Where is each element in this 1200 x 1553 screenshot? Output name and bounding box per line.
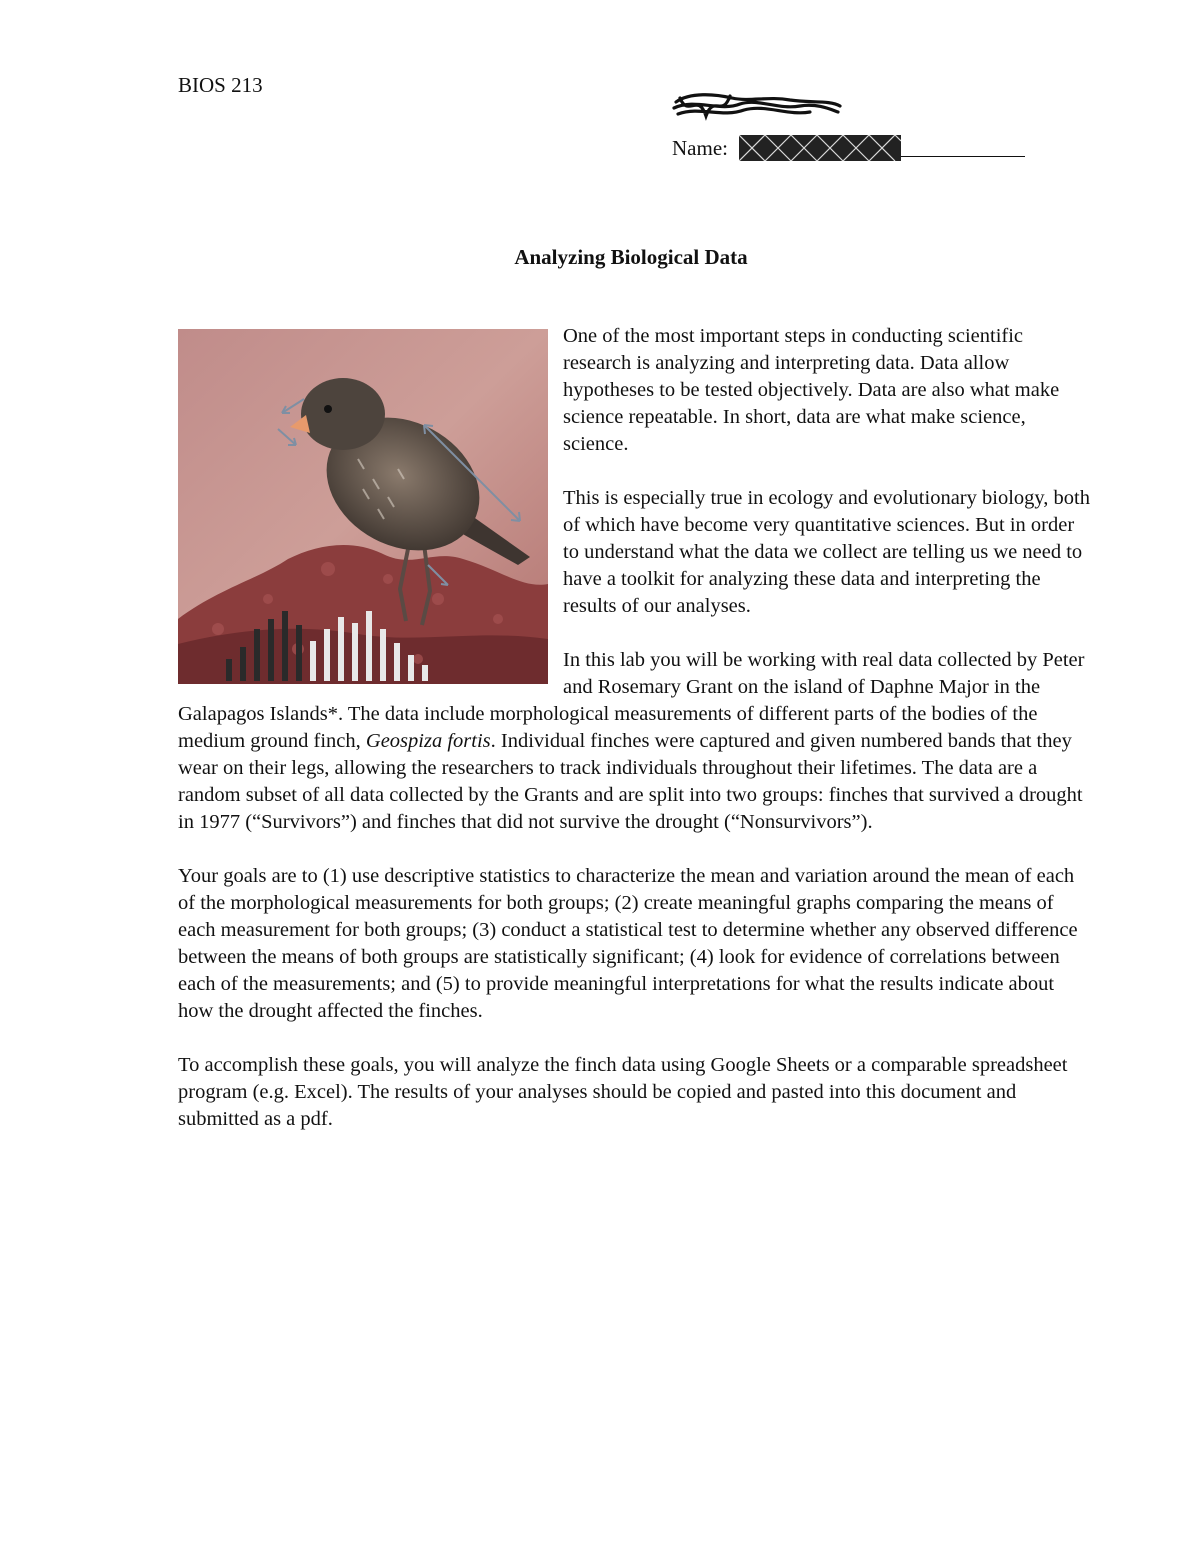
name-label: Name:	[672, 136, 728, 160]
paragraph-4: Your goals are to (1) use descriptive statistics to characterize the mean and variation around the mean of each of the morphological measurements for both groups; (2) create meaningful graphs comparing the means of each measurement for both groups; (3) conduct a statistical test to determine whether any observed difference between the means of both groups are statistically significant; (4) look for evidence of correlations between each of the measurements; and (5) to provide meaningful interpretations for what the results indicate about how the drought affected the finches.	[178, 865, 1078, 1022]
paragraph-5: To accomplish these goals, you will analyze the finch data using Google Sheets or a comparable spreadsheet program (e.g. Excel). The results of your analyses should be copied and pasted into this document and submitted as a pdf.	[178, 1054, 1068, 1130]
redacted-signature-scribble	[670, 88, 845, 124]
species-name: Geospiza fortis	[365, 730, 491, 752]
document-title: Analyzing Biological Data	[514, 245, 748, 269]
course-code: BIOS 213	[178, 73, 263, 97]
paragraph-3-text-a: In this lab you will be working with real data collected by Peter and Rosemary Grant on the island of Daphne Major in the Galapagos Islands*. The data include morphological measurements of different parts of the bodies of the medium ground finch,	[178, 649, 1085, 752]
paragraph-1: One of the most important steps in conducting scientific research is analyzing and interpreting data. Data allow hypotheses to be tested objectively. Data are also what make science repeatable. In short, data are what make science, science.	[563, 325, 1060, 455]
redacted-name-box	[739, 135, 901, 161]
finch-photo	[178, 329, 548, 684]
paragraph-3-text-b: . Individual finches were captured and given numbered bands that they wear on their legs, allowing the researchers to track individuals throughout their lifetimes. The data are a random subset of all data collected by the Grants and are split into two groups: finches that survived a drought in 1977 (“Survivors”) and finches that did not survive the drought (“Nonsurvivors”).	[178, 730, 1083, 833]
finch-illustration	[178, 329, 548, 684]
document-body	[178, 323, 1093, 1133]
name-field	[672, 134, 1025, 162]
name-underline	[901, 134, 1025, 157]
paragraph-2: This is especially true in ecology and evolutionary biology, both of which have become very quantitative sciences. But in order to understand what the data we collect are telling us we need to have a toolkit for analyzing these data and interpreting the results of our analyses.	[563, 487, 1091, 617]
